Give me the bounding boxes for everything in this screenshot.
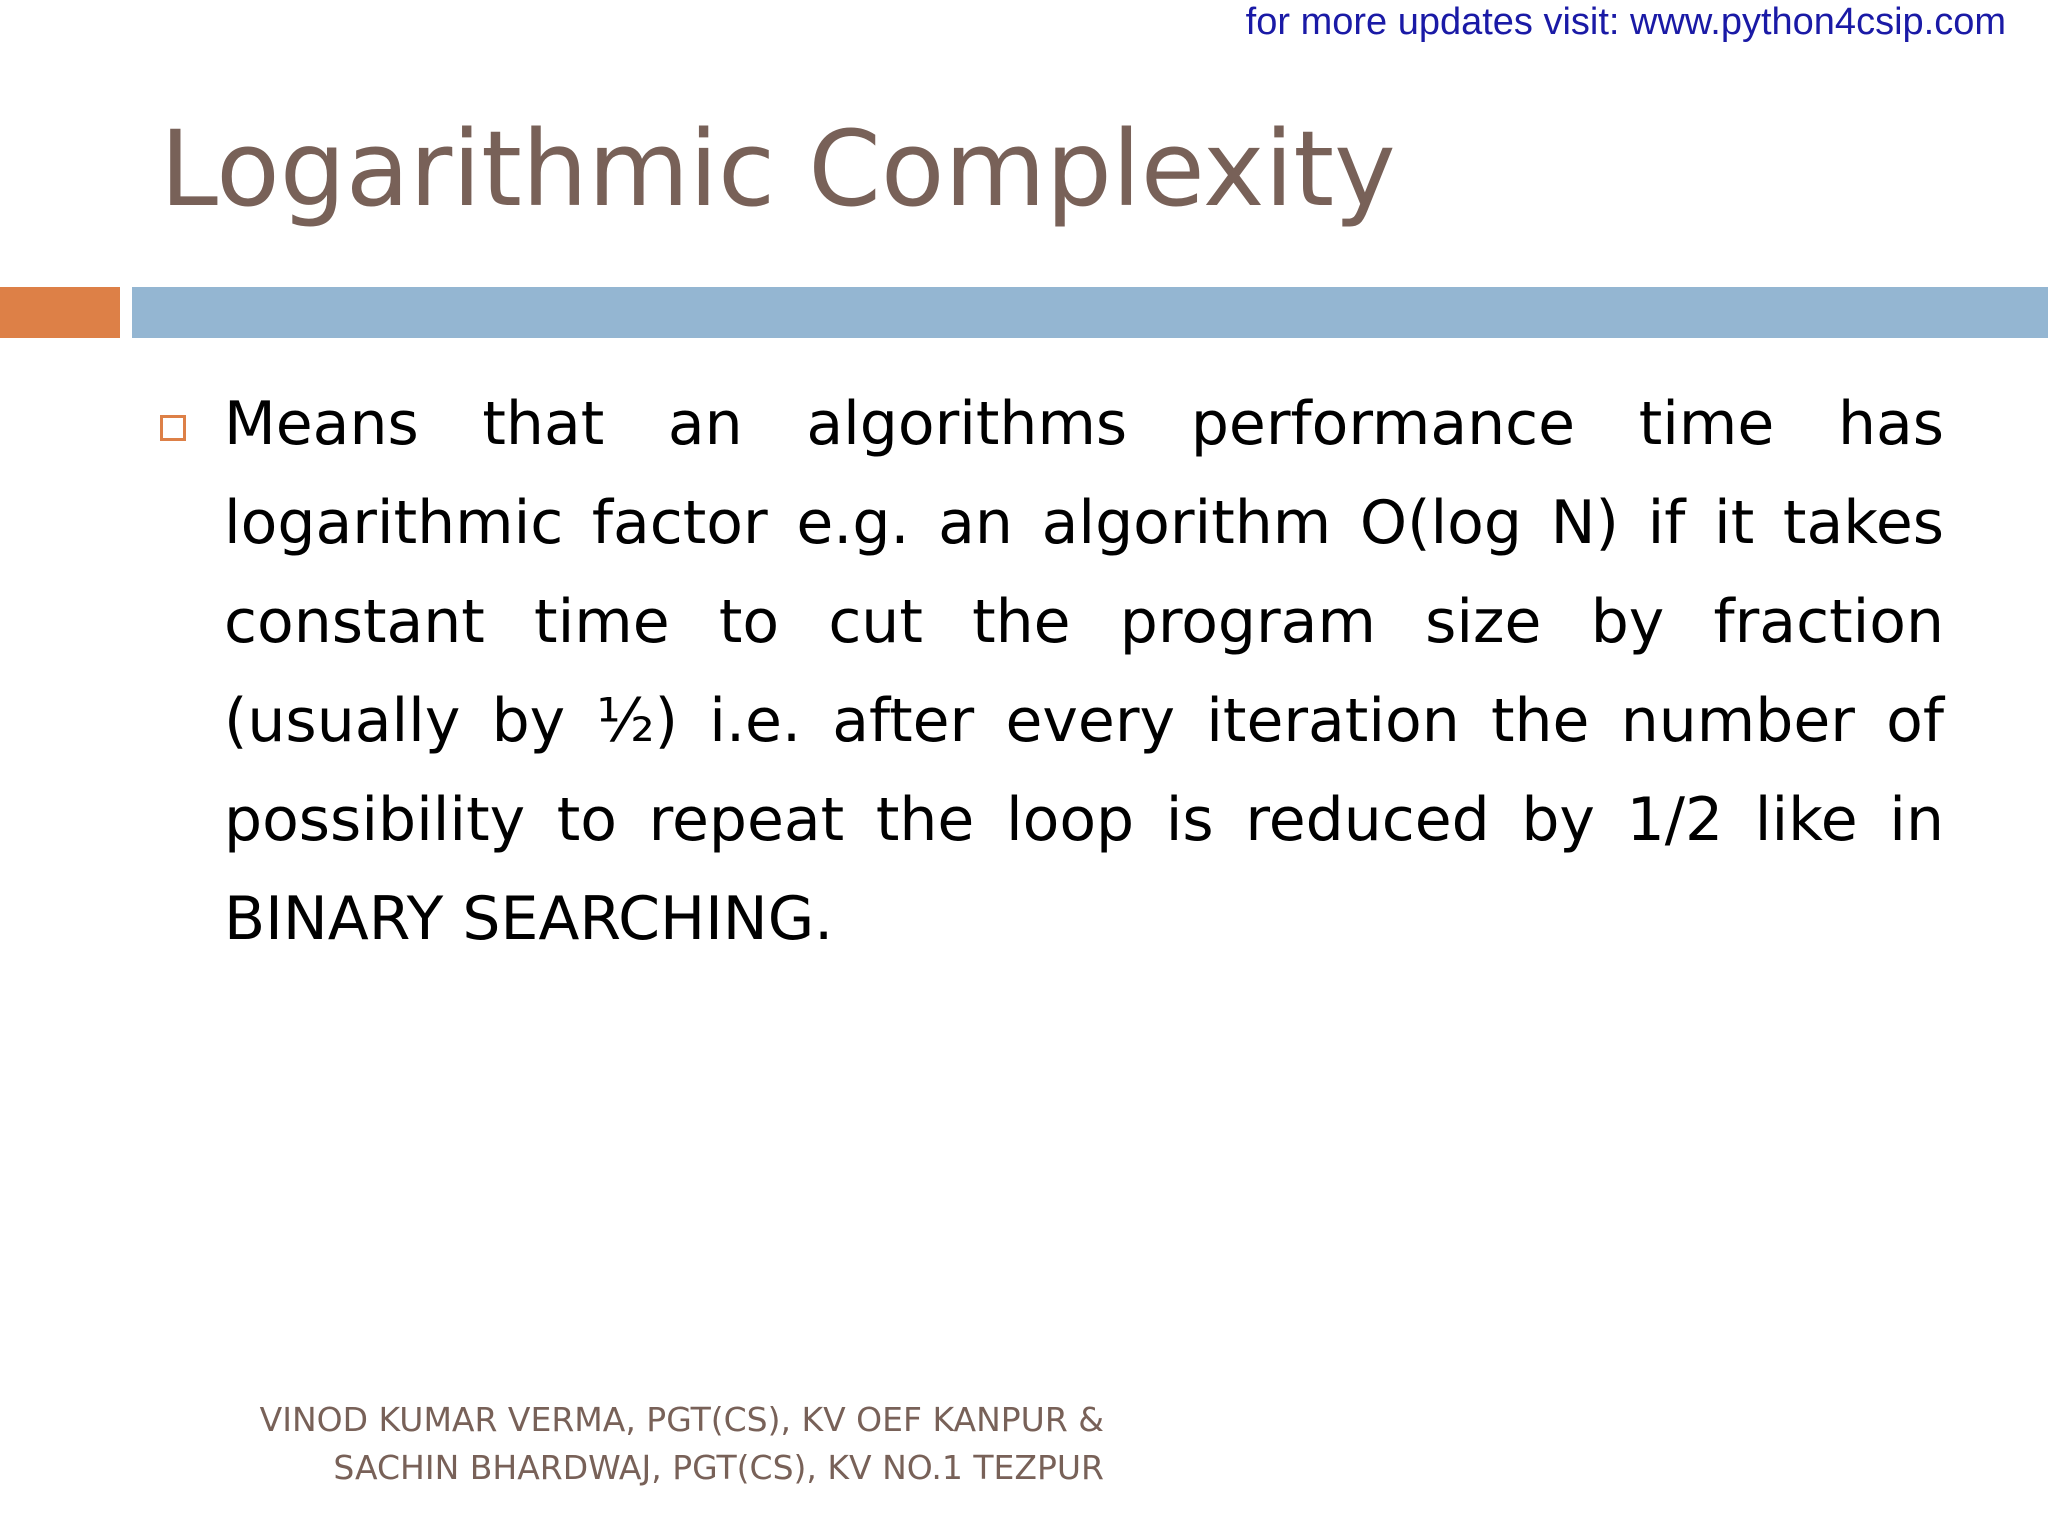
bullet-item — [160, 375, 1944, 969]
bullet-text: Means that an algorithms performance time has logarithmic factor e.g. an algorithm O(log N) if it takes constant time to cut the program size by fraction (usually by ½) i.e. after every iteration the number of possibility to repeat the loop is reduced by 1/2 like in BINARY SEARCHING. — [224, 389, 1944, 954]
title-divider-bar — [132, 287, 2048, 338]
slide-content — [160, 375, 1944, 969]
footer-line-2: SACHIN BHARDWAJ, PGT(CS), KV NO.1 TEZPUR — [333, 1448, 1104, 1487]
footer-line-1: VINOD KUMAR VERMA, PGT(CS), KV OEF KANPUR & — [259, 1400, 1104, 1439]
slide-title: Logarithmic Complexity — [160, 108, 1396, 230]
header-website-link[interactable]: for more updates visit: www.python4csip.com — [1245, 1, 2006, 43]
title-accent-bar — [0, 287, 120, 338]
square-bullet-icon — [160, 415, 186, 441]
slide-footer — [200, 1396, 1104, 1492]
